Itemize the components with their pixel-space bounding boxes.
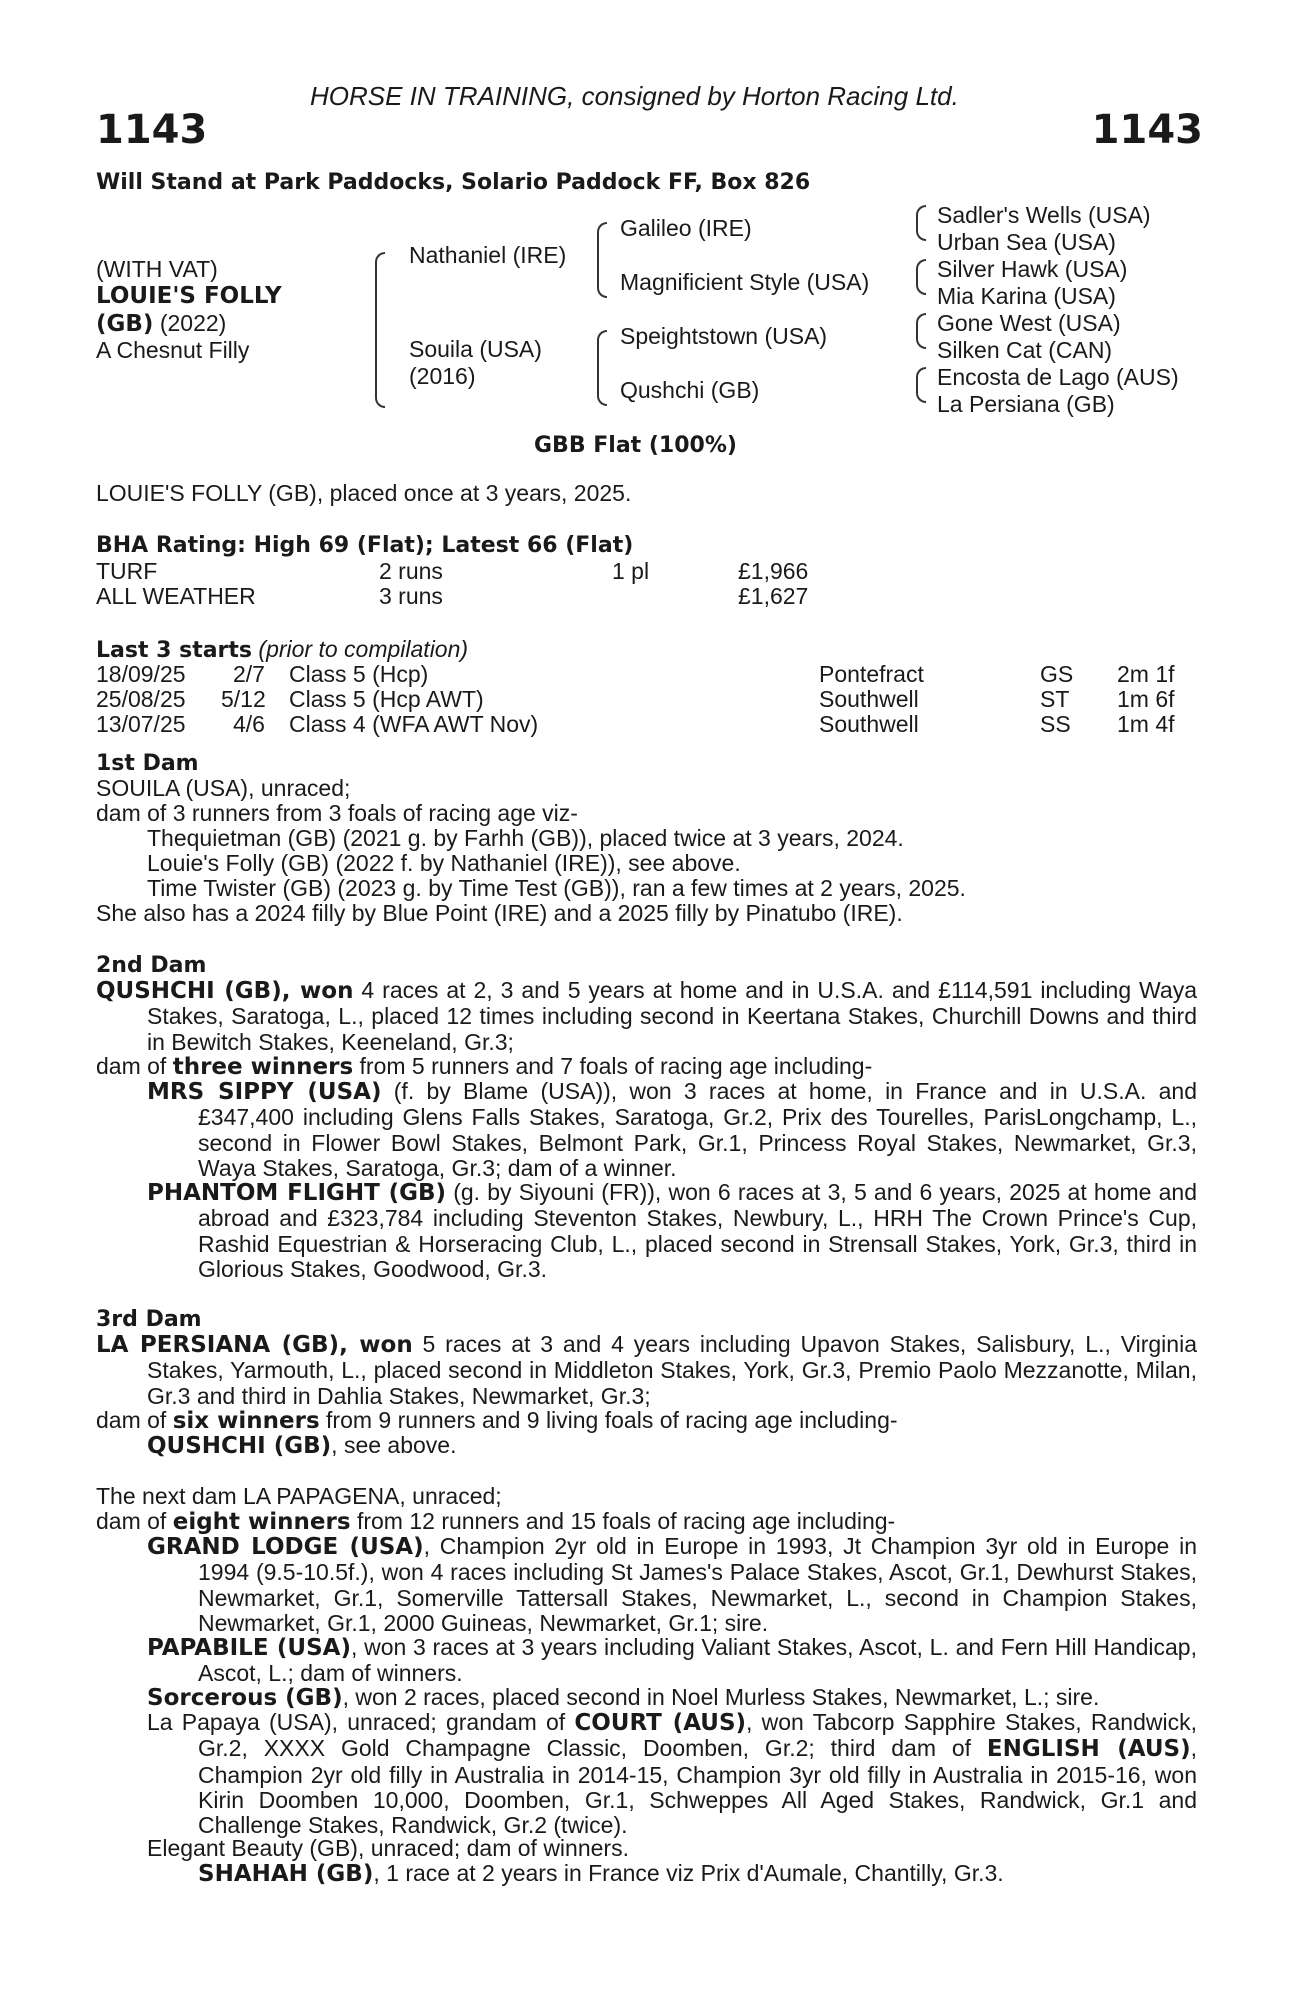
pedigree-sire: Nathaniel (IRE) xyxy=(409,242,567,268)
third-dam-produce-intro xyxy=(96,1408,898,1434)
bha-runs: 2 runs xyxy=(379,558,443,584)
pedigree-sire-dam: Magnificient Style (USA) xyxy=(620,269,870,295)
dam-of-suffix: from 5 runners and 7 foals of racing age including- xyxy=(353,1053,873,1079)
sorcerous-record xyxy=(147,1685,1197,1711)
start-going: SS xyxy=(1040,711,1071,737)
pedigree-g3-2: Urban Sea (USA) xyxy=(937,229,1116,255)
pedigree-dam-sire: Speightstown (USA) xyxy=(620,323,828,349)
start-distance: 2m 1f xyxy=(1117,661,1175,687)
pedigree-brace-g2 xyxy=(916,259,926,295)
first-dam-also: She also has a 2024 filly by Blue Point (IRE) and a 2025 filly by Pinatubo (IRE). xyxy=(96,900,903,926)
pedigree-brace-main xyxy=(375,252,385,408)
pedigree-brace-g4 xyxy=(916,367,926,403)
phantom-flight-record xyxy=(147,1180,1197,1282)
bha-heading: BHA Rating: High 69 (Flat); Latest 66 (Flat) xyxy=(96,533,634,558)
second-dam-heading: 2nd Dam xyxy=(96,953,207,978)
next-dam-line1: The next dam LA PAPAGENA, unraced; xyxy=(96,1483,502,1509)
bha-places: 1 pl xyxy=(612,558,650,584)
shahah-record xyxy=(198,1861,1004,1887)
pedigree-dam-year: (2016) xyxy=(409,363,476,389)
first-dam-produce-1: Thequietman (GB) (2021 g. by Farhh (GB)), placed twice at 3 years, 2024. xyxy=(147,825,904,851)
start-date: 25/08/25 xyxy=(96,686,186,712)
mrs-sippy-record xyxy=(147,1079,1197,1181)
start-race: Class 5 (Hcp) xyxy=(289,661,429,687)
start-date: 18/09/25 xyxy=(96,661,186,687)
second-dam-won: won xyxy=(300,978,354,1004)
horse-name: LOUIE'S FOLLY xyxy=(96,283,282,309)
start-going: ST xyxy=(1040,686,1070,712)
winners-count: six winners xyxy=(172,1408,320,1434)
dam-of-suffix: from 12 runners and 15 foals of racing age including- xyxy=(350,1508,896,1534)
second-dam-text: 4 races at 2, 3 and 5 years at home and in U.S.A. and £114,591 including Waya Stakes, Saratoga, L., placed 12 times including second in Keertana Stakes, Churchill Downs and third in Bewitch Stakes, Keeneland, Gr.3; xyxy=(147,977,1197,1055)
pedigree-brace-g1 xyxy=(916,205,926,241)
start-date: 13/07/25 xyxy=(96,711,186,737)
dam-of-prefix: dam of xyxy=(96,1407,173,1433)
last-starts-title: Last 3 starts xyxy=(96,638,253,663)
start-course: Southwell xyxy=(819,686,919,712)
horse-origin-year xyxy=(96,310,226,338)
first-dam-produce-3: Time Twister (GB) (2023 g. by Time Test (GB)), ran a few times at 2 years, 2025. xyxy=(147,875,966,901)
qushchi-text: , see above. xyxy=(331,1432,457,1458)
la-papaya-middle: , won Tabcorp Sapphire Stakes, Randwick, Gr.2, XXXX Gold Champagne Classic, Doomben, Gr.2; third dam of xyxy=(198,1709,1197,1762)
sorcerous-text: , won 2 races, placed second in Noel Murless Stakes, Newmarket, L.; sire. xyxy=(342,1684,1100,1710)
gbb-label: GBB Flat (100%) xyxy=(534,433,737,458)
bha-runs: 3 runs xyxy=(379,583,443,609)
pedigree-g3-1: Sadler's Wells (USA) xyxy=(937,202,1151,228)
qushchi-name: QUSHCHI (GB) xyxy=(147,1433,332,1459)
english-name: ENGLISH (AUS) xyxy=(986,1736,1191,1763)
start-distance: 1m 6f xyxy=(1117,686,1175,712)
grand-lodge-name: GRAND LODGE (USA) xyxy=(147,1534,424,1560)
last-starts-note: (prior to compilation) xyxy=(252,636,469,662)
start-position: 4/6 xyxy=(233,711,265,737)
pedigree-sire-sire: Galileo (IRE) xyxy=(620,215,752,241)
consignor-line: HORSE IN TRAINING, consigned by Horton Racing Ltd. xyxy=(310,81,959,111)
third-dam-record: LA PERSIANA (GB), won 5 races at 3 and 4 years including Upavon Stakes, Salisbury, L., Virginia Stakes, Yarmouth, L., placed second in Middleton Stakes, York, Gr.3, Premio Paolo Mezzanotte, Milan, Gr.3 and third in Dahlia Stakes, Newmarket, Gr.3; xyxy=(96,1331,1197,1409)
bha-earnings: £1,627 xyxy=(738,583,809,609)
pedigree-g3-7: Encosta de Lago (AUS) xyxy=(937,364,1179,390)
pedigree-brace-dam xyxy=(597,330,607,406)
second-dam-record: QUSHCHI (GB), won 4 races at 2, 3 and 5 years at home and in U.S.A. and £114,591 including Waya Stakes, Saratoga, L., placed 12 times including second in Keertana Stakes, Churchill Downs and third in Bewitch Stakes, Keeneland, Gr.3; xyxy=(96,977,1197,1055)
first-dam-line2: dam of 3 runners from 3 foals of racing age viz- xyxy=(96,800,578,826)
pedigree-g3-5: Gone West (USA) xyxy=(937,310,1121,336)
lot-number-right: 1143 xyxy=(1091,107,1203,153)
grand-lodge-record xyxy=(147,1534,1197,1636)
la-papaya-prefix: La Papaya (USA), unraced; grandam of xyxy=(147,1709,575,1735)
sorcerous-name: Sorcerous (GB) xyxy=(147,1685,343,1711)
first-dam-line1: SOUILA (USA), unraced; xyxy=(96,775,351,801)
pedigree-g3-8: La Persiana (GB) xyxy=(937,391,1115,417)
third-dam-name: LA PERSIANA (GB) xyxy=(96,1332,340,1358)
elegant-beauty-record: Elegant Beauty (GB), unraced; dam of winners. xyxy=(147,1835,629,1861)
second-dam-name: QUSHCHI (GB) xyxy=(96,978,282,1004)
lot-number-left: 1143 xyxy=(96,107,208,153)
shahah-text: , 1 race at 2 years in France viz Prix d'Aumale, Chantilly, Gr.3. xyxy=(373,1860,1004,1886)
winners-count: three winners xyxy=(172,1054,354,1080)
start-position: 2/7 xyxy=(233,661,265,687)
third-dam-won: won xyxy=(359,1332,413,1358)
mrs-sippy-name: MRS SIPPY (USA) xyxy=(147,1079,382,1105)
next-dam-produce-intro xyxy=(96,1509,895,1535)
first-dam-heading: 1st Dam xyxy=(96,751,199,776)
last-starts-heading xyxy=(96,637,468,663)
mrs-sippy-text: (f. by Blame (USA)), won 3 races at home, in France and in U.S.A. and £347,400 including Glens Falls Stakes, Saratoga, Gr.2, Prix des Tourelles, ParisLongchamp, L., second in Flower Bowl Stakes, Belmont Park, Gr.1, Princess Royal Stakes, Newmarket, Gr.3, Waya Stakes, Saratoga, Gr.3; dam of a winner. xyxy=(198,1078,1198,1181)
first-dam-produce-2: Louie's Folly (GB) (2022 f. by Nathaniel (IRE)), see above. xyxy=(147,850,741,876)
qushchi-reference xyxy=(147,1433,456,1459)
start-race: Class 4 (WFA AWT Nov) xyxy=(289,711,539,737)
dam-of-prefix: dam of xyxy=(96,1053,173,1079)
phantom-flight-text: (g. by Siyouni (FR)), won 6 races at 3, 5 and 6 years, 2025 at home and abroad and £323,784 including Steventon Stakes, Newbury, L., HRH The Crown Prince's Cup, Rashid Equestrian & Horseracing Club, L., placed second in Strensall Stakes, York, Gr.3, third in Glorious Stakes, Goodwood, Gr.3. xyxy=(198,1179,1197,1282)
pedigree-g3-6: Silken Cat (CAN) xyxy=(937,337,1113,363)
second-dam-produce-intro xyxy=(96,1054,872,1080)
start-position: 5/12 xyxy=(221,686,266,712)
pedigree-g3-3: Silver Hawk (USA) xyxy=(937,256,1128,282)
la-papaya-record xyxy=(147,1710,1197,1838)
start-race: Class 5 (Hcp AWT) xyxy=(289,686,484,712)
horse-description: A Chesnut Filly xyxy=(96,337,250,363)
dam-of-prefix: dam of xyxy=(96,1508,173,1534)
race-summary: LOUIE'S FOLLY (GB), placed once at 3 years, 2025. xyxy=(96,480,632,506)
horse-country: (GB) xyxy=(96,311,154,337)
papabile-text: , won 3 races at 3 years including Valiant Stakes, Ascot, L. and Fern Hill Handicap, Ascot, L.; dam of winners. xyxy=(198,1634,1197,1687)
winners-count: eight winners xyxy=(172,1509,351,1535)
papabile-name: PAPABILE (USA) xyxy=(147,1635,351,1661)
pedigree-g3-4: Mia Karina (USA) xyxy=(937,283,1116,309)
start-distance: 1m 4f xyxy=(1117,711,1175,737)
bha-surface: TURF xyxy=(96,558,158,584)
pedigree-dam: Souila (USA) xyxy=(409,336,542,362)
bha-earnings: £1,966 xyxy=(738,558,809,584)
court-name: COURT (AUS) xyxy=(574,1710,747,1736)
start-course: Pontefract xyxy=(819,661,924,687)
pedigree-brace-g3 xyxy=(916,313,926,349)
third-dam-heading: 3rd Dam xyxy=(96,1307,202,1332)
pedigree-dam-dam: Qushchi (GB) xyxy=(620,377,760,403)
stand-location: Will Stand at Park Paddocks, Solario Paddock FF, Box 826 xyxy=(96,170,811,195)
papabile-record xyxy=(147,1635,1197,1687)
third-dam-text: 5 races at 3 and 4 years including Upavon Stakes, Salisbury, L., Virginia Stakes, Yarmouth, L., placed second in Middleton Stakes, York, Gr.3, Premio Paolo Mezzanotte, Milan, Gr.3 and third in Dahlia Stakes, Newmarket, Gr.3; xyxy=(147,1331,1197,1409)
phantom-flight-name: PHANTOM FLIGHT (GB) xyxy=(147,1180,447,1206)
horse-year: (2022) xyxy=(153,310,227,336)
pedigree-brace-sire xyxy=(597,222,607,298)
start-going: GS xyxy=(1040,661,1074,687)
la-papaya-suffix: , Champion 2yr old filly in Australia in 2014-15, Champion 3yr old filly in Australia in 2015-16, won Kirin Doomben 10,000, Doomben, Gr.1, Schweppes All Aged Stakes, Randwick, Gr.1 and Challenge Stakes, Randwick, Gr.2 (twice). xyxy=(198,1735,1198,1839)
bha-surface: ALL WEATHER xyxy=(96,583,256,609)
vat-label: (WITH VAT) xyxy=(96,256,218,282)
grand-lodge-text: , Champion 2yr old in Europe in 1993, Jt Champion 3yr old in Europe in 1994 (9.5-10.5f.), won 4 races including St James's Palace Stakes, Ascot, Gr.1, Dewhurst Stakes, Newmarket, Gr.1, Somerville Tattersall Stakes, Newmarket, L., second in Champion Stakes, Newmarket, Gr.1, 2000 Guineas, Newmarket, Gr.1; sire. xyxy=(198,1533,1197,1636)
dam-of-suffix: from 9 runners and 9 living foals of racing age including- xyxy=(319,1407,898,1433)
start-course: Southwell xyxy=(819,711,919,737)
shahah-name: SHAHAH (GB) xyxy=(198,1861,374,1887)
